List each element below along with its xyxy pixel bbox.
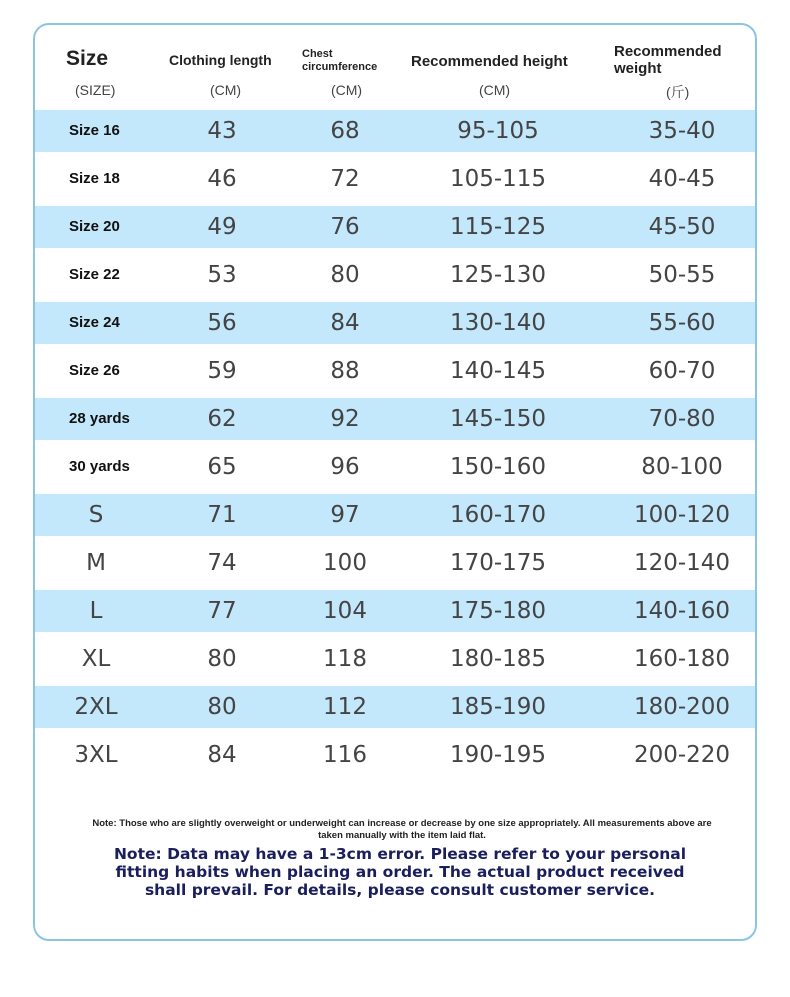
size-cell: M (86, 550, 106, 576)
chest-cell: 68 (330, 118, 360, 144)
size-cell: L (89, 598, 103, 624)
table-row (35, 638, 755, 680)
size-cell: Size 24 (69, 314, 120, 331)
chest-cell: 72 (330, 166, 360, 192)
note-small: Note: Those who are slightly overweight or underweight can increase or decrease by one size appropriately. All measurements above are taken manually with the item laid flat. (92, 818, 712, 841)
weight-cell: 100-120 (633, 502, 731, 528)
length-cell: 46 (207, 166, 237, 192)
chest-cell: 97 (330, 502, 360, 528)
table-row (35, 206, 755, 248)
length-cell: 77 (207, 598, 237, 624)
length-cell: 65 (207, 454, 237, 480)
weight-cell: 45-50 (648, 214, 716, 240)
chest-cell: 76 (330, 214, 360, 240)
height-cell: 95-105 (457, 118, 539, 144)
table-row (35, 446, 755, 488)
height-cell: 145-150 (449, 406, 547, 432)
chest-cell: 104 (323, 598, 367, 624)
size-cell: 30 yards (69, 458, 130, 475)
header-clothing-length: Clothing length (169, 52, 272, 68)
length-cell: 56 (207, 310, 237, 336)
length-cell: 84 (207, 742, 237, 768)
length-cell: 80 (207, 646, 237, 672)
unit-size: (SIZE) (75, 82, 116, 98)
size-cell: Size 20 (69, 218, 120, 235)
size-cell: 2XL (74, 694, 118, 720)
height-cell: 150-160 (449, 454, 547, 480)
header-weight: Recommended weight (614, 43, 722, 77)
height-cell: 125-130 (449, 262, 547, 288)
table-row (35, 686, 755, 728)
height-cell: 180-185 (449, 646, 547, 672)
table-row (35, 398, 755, 440)
height-cell: 140-145 (449, 358, 547, 384)
header-height: Recommended height (411, 53, 568, 70)
unit-length: (CM) (210, 82, 242, 98)
length-cell: 71 (207, 502, 237, 528)
table-row (35, 302, 755, 344)
weight-cell: 160-180 (633, 646, 731, 672)
chest-cell: 118 (323, 646, 367, 672)
weight-cell: 140-160 (633, 598, 731, 624)
weight-cell: 35-40 (648, 118, 716, 144)
note-main: Note: Data may have a 1-3cm error. Please refer to your personal fitting habits when placing an order. The actual product received shall prevail. For details, please consult customer service. (113, 845, 687, 899)
size-cell: XL (81, 646, 111, 672)
height-cell: 175-180 (449, 598, 547, 624)
height-cell: 170-175 (449, 550, 547, 576)
table-row (35, 542, 755, 584)
weight-cell: 55-60 (648, 310, 716, 336)
weight-cell: 80-100 (641, 454, 723, 480)
weight-cell: 40-45 (648, 166, 716, 192)
height-cell: 190-195 (449, 742, 547, 768)
chest-cell: 88 (330, 358, 360, 384)
table-row (35, 110, 755, 152)
height-cell: 115-125 (449, 214, 547, 240)
header-chest: Chest circumference (302, 48, 378, 73)
table-row (35, 494, 755, 536)
size-cell: Size 22 (69, 266, 120, 283)
header-size: Size (66, 47, 109, 70)
length-cell: 62 (207, 406, 237, 432)
chest-cell: 96 (330, 454, 360, 480)
height-cell: 130-140 (449, 310, 547, 336)
weight-cell: 120-140 (633, 550, 731, 576)
size-cell: Size 18 (69, 170, 120, 187)
height-cell: 160-170 (449, 502, 547, 528)
table-row (35, 158, 755, 200)
weight-cell: 180-200 (633, 694, 731, 720)
chest-cell: 80 (330, 262, 360, 288)
table-row (35, 350, 755, 392)
size-cell: 28 yards (69, 410, 130, 427)
height-cell: 185-190 (449, 694, 547, 720)
length-cell: 59 (207, 358, 237, 384)
size-cell: Size 26 (69, 362, 120, 379)
size-cell: S (88, 502, 104, 528)
chest-cell: 112 (323, 694, 367, 720)
weight-cell: 200-220 (633, 742, 731, 768)
chest-cell: 92 (330, 406, 360, 432)
table-row (35, 254, 755, 296)
length-cell: 53 (207, 262, 237, 288)
chest-cell: 116 (323, 742, 367, 768)
size-cell: 3XL (74, 742, 118, 768)
chest-cell: 100 (323, 550, 367, 576)
chest-cell: 84 (330, 310, 360, 336)
table-row (35, 590, 755, 632)
weight-cell: 60-70 (648, 358, 716, 384)
weight-cell: 50-55 (648, 262, 716, 288)
table-row (35, 734, 755, 776)
unit-chest: (CM) (331, 82, 363, 98)
unit-weight: (斤) (666, 84, 690, 100)
height-cell: 105-115 (449, 166, 547, 192)
unit-height: (CM) (479, 82, 511, 98)
length-cell: 43 (207, 118, 237, 144)
length-cell: 80 (207, 694, 237, 720)
length-cell: 74 (207, 550, 237, 576)
weight-cell: 70-80 (648, 406, 716, 432)
size-cell: Size 16 (69, 122, 120, 139)
length-cell: 49 (207, 214, 237, 240)
